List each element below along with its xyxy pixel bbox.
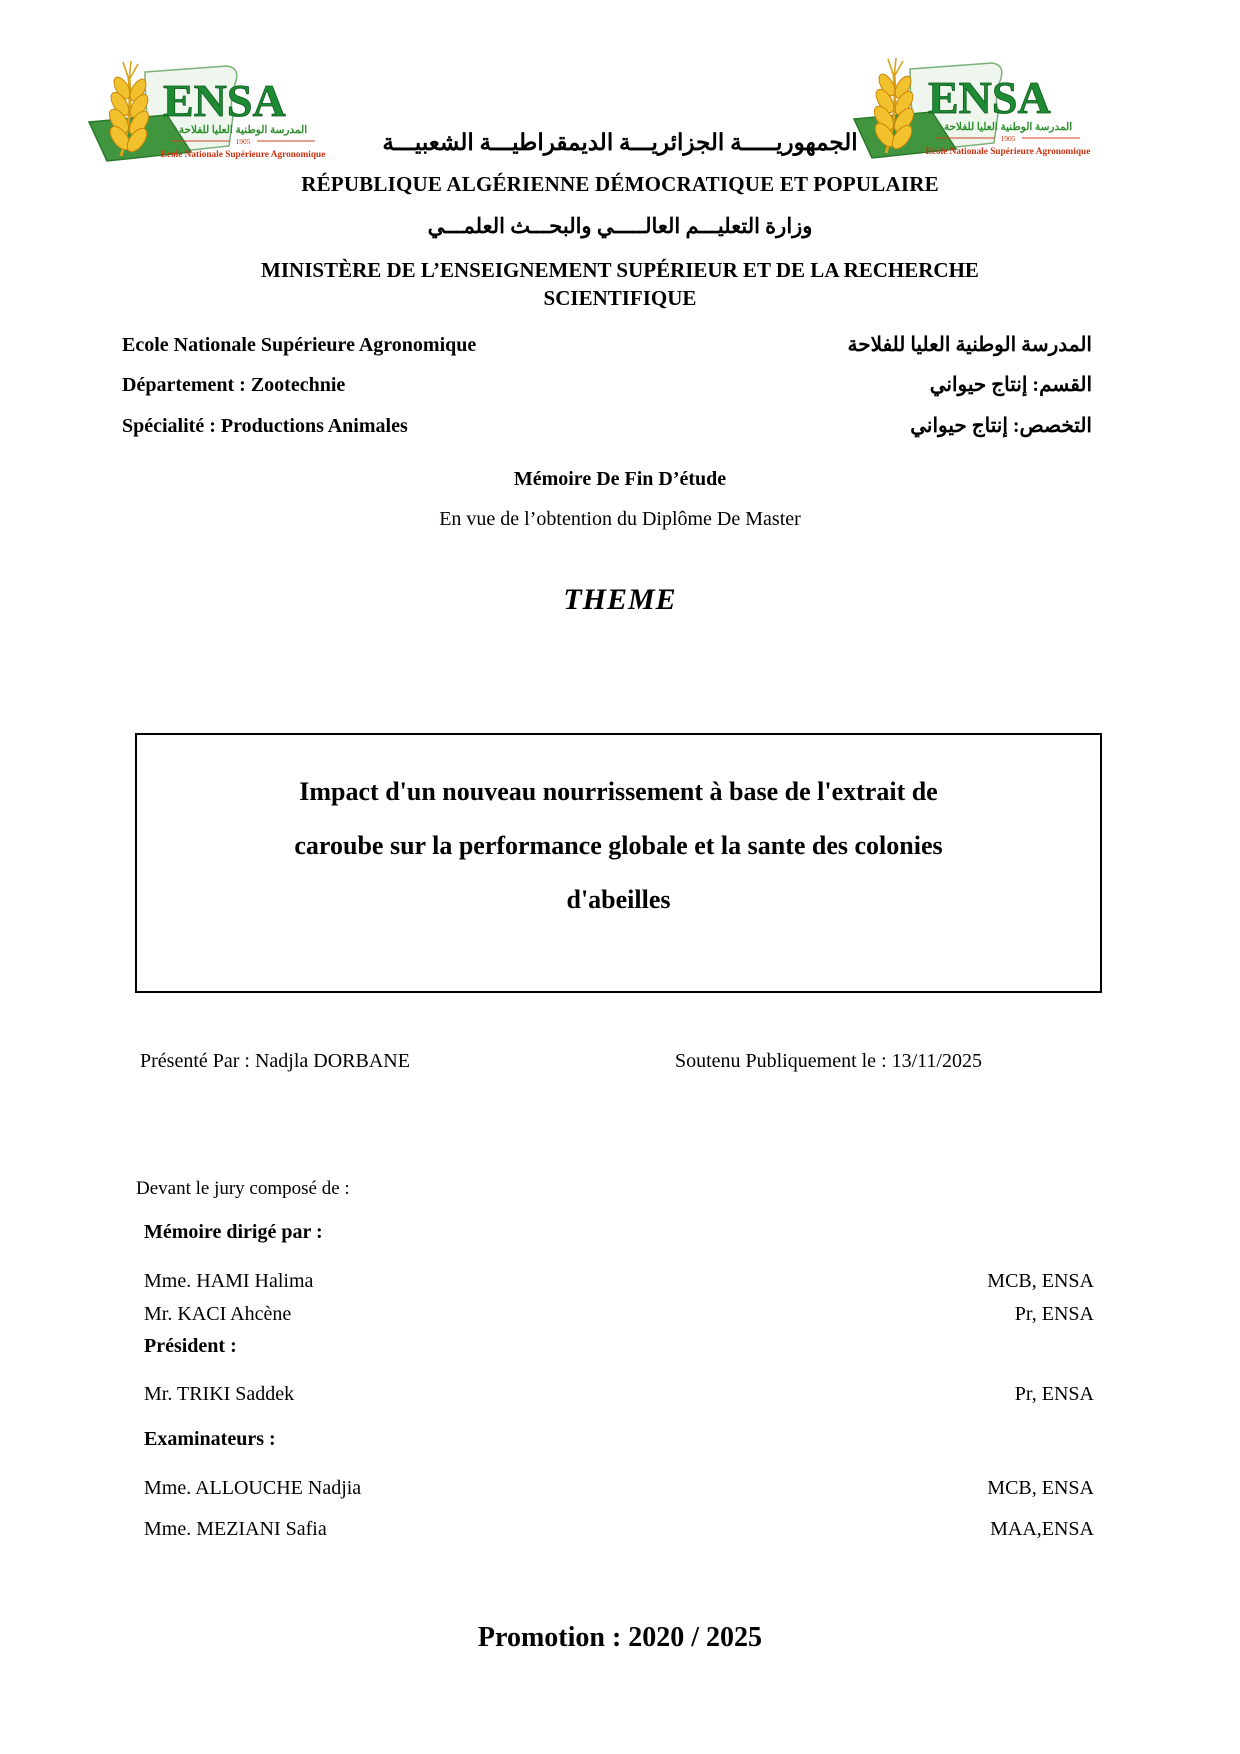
logo-year: 1905 bbox=[235, 137, 251, 146]
department-arabic: القسم: إنتاج حيواني bbox=[929, 374, 1092, 396]
speciality-arabic: التخصص: إنتاج حيواني bbox=[910, 415, 1092, 437]
wheat-awns bbox=[888, 58, 903, 77]
theme-box bbox=[135, 733, 1102, 993]
jury-member-grade: MAA,ENSA bbox=[990, 1518, 1094, 1540]
thesis-title-line3: d'abeilles bbox=[566, 885, 671, 914]
ministry-title-french-line2: SCIENTIFIQUE bbox=[543, 286, 697, 310]
jury-member-grade: MCB, ENSA bbox=[987, 1270, 1094, 1292]
theme-label: THEME bbox=[563, 583, 677, 616]
ministry-title-french-line1: MINISTÈRE DE L’ENSEIGNEMENT SUPÉRIEUR ET DE LA RECHERCHE bbox=[261, 258, 979, 282]
jury-member-name: Mme. ALLOUCHE Nadjia bbox=[144, 1477, 362, 1499]
jury-heading-president: Président : bbox=[144, 1335, 237, 1357]
logo-french-name: Ecole Nationale Supérieure Agronomique bbox=[925, 147, 1091, 157]
memoir-purpose: En vue de l’obtention du Diplôme De Master bbox=[439, 508, 801, 530]
jury-member-grade: Pr, ENSA bbox=[1014, 1303, 1094, 1325]
thesis-title-line1: Impact d'un nouveau nourrissement à base de l'extrait de bbox=[299, 777, 938, 806]
presentation-row bbox=[140, 1050, 982, 1073]
logo-acronym: ENSA bbox=[928, 72, 1051, 123]
logo-french-name: Ecole Nationale Supérieure Agronomique bbox=[160, 150, 326, 160]
school-name-french: Ecole Nationale Supérieure Agronomique bbox=[122, 334, 477, 356]
ministry-title-arabic: وزارة التعليـــم العالـــــي والبحـــث العلمـــي bbox=[427, 214, 813, 238]
logo-arabic-name: المدرسة الوطنية العليا للفلاحة bbox=[178, 125, 308, 136]
jury-intro: Devant le jury composé de : bbox=[136, 1178, 350, 1199]
wheat-awns bbox=[123, 61, 138, 80]
jury-member-name: Mme. MEZIANI Safia bbox=[144, 1518, 327, 1540]
logo-year: 1905 bbox=[1000, 134, 1016, 143]
jury-member-name: Mr. KACI Ahcène bbox=[144, 1303, 292, 1325]
speciality-french: Spécialité : Productions Animales bbox=[122, 415, 408, 437]
promotion-year: Promotion : 2020 / 2025 bbox=[477, 1622, 763, 1653]
ministry-title-french bbox=[0, 256, 1240, 312]
logo-arabic-name: المدرسة الوطنية العليا للفلاحة bbox=[943, 122, 1073, 133]
institution-row-school bbox=[122, 332, 1092, 357]
thesis-title-line2: caroube sur la performance globale et la sante des colonies bbox=[294, 831, 943, 860]
school-name-arabic: المدرسة الوطنية العليا للفلاحة bbox=[847, 334, 1092, 356]
jury-heading-examiners: Examinateurs : bbox=[144, 1428, 276, 1450]
jury-member-name: Mme. HAMI Halima bbox=[144, 1270, 314, 1292]
department-french: Département : Zootechnie bbox=[122, 374, 346, 396]
jury-row bbox=[144, 1383, 1094, 1406]
jury-row bbox=[144, 1270, 1094, 1293]
presented-by: Présenté Par : Nadjla DORBANE bbox=[140, 1050, 410, 1072]
memoir-type: Mémoire De Fin D’étude bbox=[513, 468, 727, 490]
republic-title-french: RÉPUBLIQUE ALGÉRIENNE DÉMOCRATIQUE ET POPULAIRE bbox=[301, 172, 939, 196]
thesis-title bbox=[137, 765, 1100, 927]
jury-member-grade: Pr, ENSA bbox=[1014, 1383, 1094, 1405]
jury-row bbox=[144, 1477, 1094, 1500]
jury-member-grade: MCB, ENSA bbox=[987, 1477, 1094, 1499]
republic-title-arabic: الجمهوريـــــة الجزائريـــة الديمقراطيـــة الشعبيـــة bbox=[382, 130, 858, 155]
institution-row-department bbox=[122, 372, 1092, 397]
jury-row bbox=[144, 1518, 1094, 1541]
institution-row-speciality bbox=[122, 413, 1092, 438]
logo-acronym: ENSA bbox=[163, 75, 286, 126]
jury-heading-directed: Mémoire dirigé par : bbox=[144, 1221, 323, 1243]
jury-member-name: Mr. TRIKI Saddek bbox=[144, 1383, 295, 1405]
defense-date: Soutenu Publiquement le : 13/11/2025 bbox=[674, 1050, 982, 1072]
jury-row bbox=[144, 1303, 1094, 1326]
